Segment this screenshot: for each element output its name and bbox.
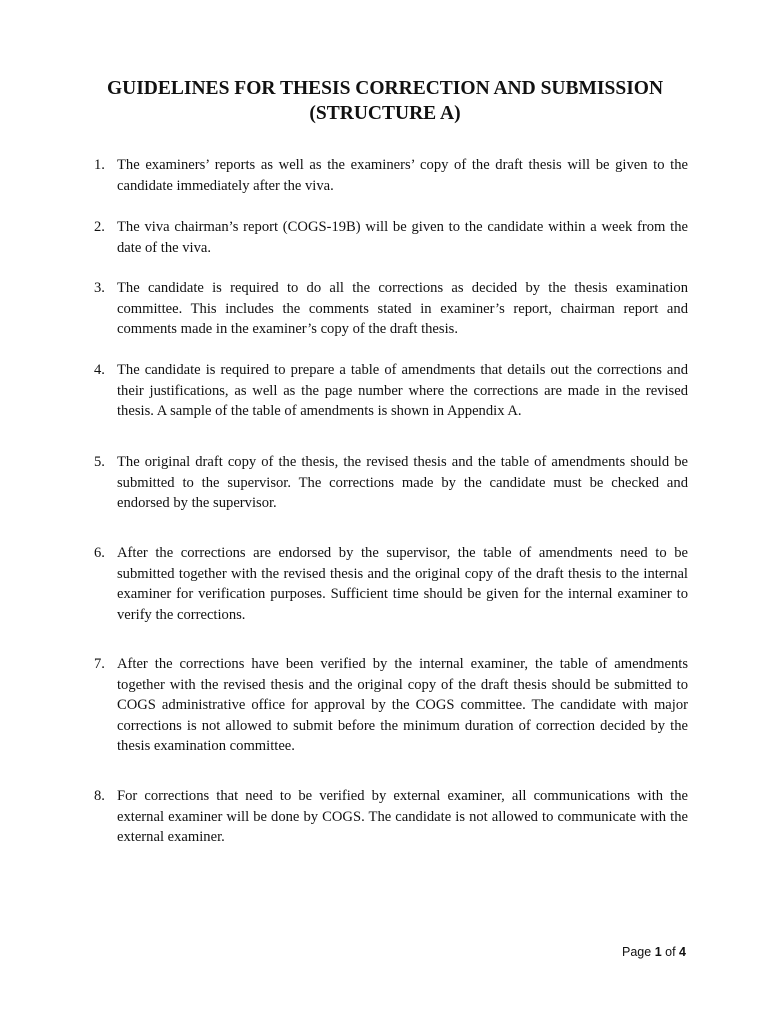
list-item-4: [94, 360, 688, 422]
list-item-8: [94, 786, 688, 848]
list-item-text: The candidate is required to do all the corrections as decided by the thesis examination committee. This includes the comments stated in examiner’s report, chairman report and comments made in the examiner’s copy of the draft thesis.: [117, 280, 688, 338]
list-item-text: The candidate is required to prepare a table of amendments that details out the corrections and their justifications, as well as the page number where the corrections are made in the revised thesis. A sample of the table of amendments is shown in Appendix A.: [117, 362, 688, 420]
list-item-number: 8.: [94, 788, 105, 804]
list-item-text: For corrections that need to be verified by external examiner, all communications with the external examiner will be done by COGS. The candidate is not allowed to communicate with the external examiner.: [117, 788, 688, 846]
list-item-text: After the corrections have been verified by the internal examiner, the table of amendments together with the revised thesis and the original copy of the draft thesis should be submitted to COGS administrative office for approval by the COGS committee. The candidate with major corrections is not allowed to submit before the minimum duration of correction decided by the thesis examination committee.: [117, 656, 688, 755]
list-item-1: [94, 155, 688, 196]
list-item-text: The examiners’ reports as well as the examiners’ copy of the draft thesis will be given to the candidate immediately after the viva.: [117, 157, 688, 194]
list-item-text: After the corrections are endorsed by the supervisor, the table of amendments need to be submitted together with the revised thesis and the original copy of the draft thesis to the internal examiner for verification purposes. Sufficient time should be given for the internal examiner to verify the corrections.: [117, 545, 688, 623]
list-item-3: [94, 278, 688, 340]
current-page: 1: [654, 945, 662, 959]
list-item-number: 2.: [94, 219, 105, 235]
list-item-number: 3.: [94, 280, 105, 296]
list-item-number: 5.: [94, 454, 105, 470]
of-label: of: [665, 945, 676, 959]
document-title: [60, 76, 710, 126]
list-item-5: [94, 452, 688, 514]
list-item-6: [94, 543, 688, 625]
title-line-1: GUIDELINES FOR THESIS CORRECTION AND SUBMISSION: [106, 78, 664, 99]
list-item-number: 4.: [94, 362, 105, 378]
list-item-text: The viva chairman’s report (COGS-19B) will be given to the candidate within a week from the date of the viva.: [117, 219, 688, 256]
list-item-number: 6.: [94, 545, 105, 561]
list-item-number: 1.: [94, 157, 105, 173]
page-number: [622, 944, 686, 960]
title-line-2: (STRUCTURE A): [309, 103, 461, 124]
total-pages: 4: [679, 945, 686, 959]
list-item-2: [94, 217, 688, 258]
list-item-number: 7.: [94, 656, 105, 672]
list-item-text: The original draft copy of the thesis, the revised thesis and the table of amendments should be submitted to the supervisor. The corrections made by the candidate must be checked and endorsed by the supervisor.: [117, 454, 688, 512]
list-item-7: [94, 654, 688, 757]
page-label: Page: [622, 945, 652, 959]
